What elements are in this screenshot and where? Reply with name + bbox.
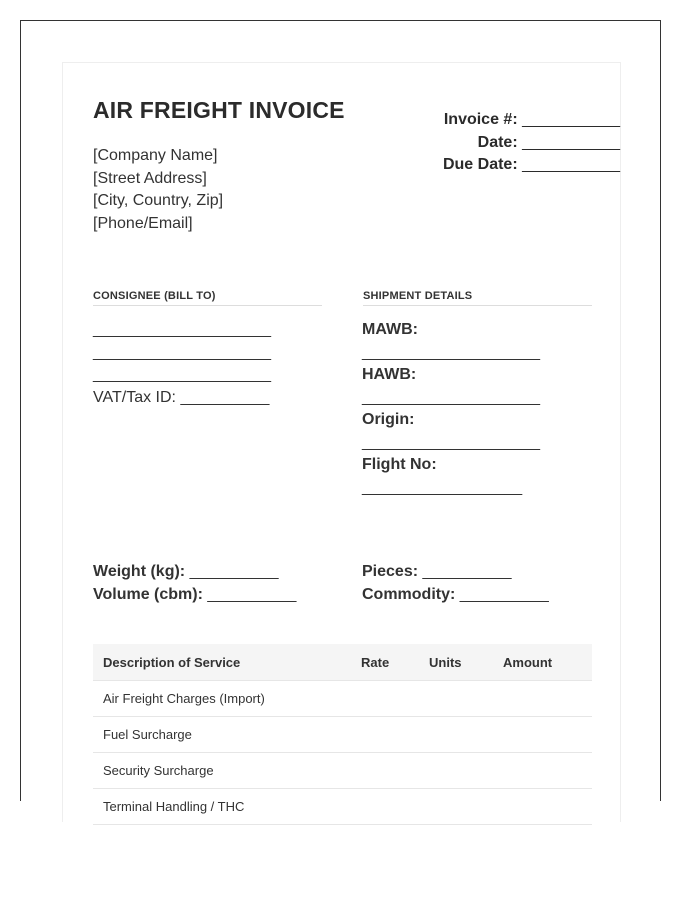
flight-no-label: Flight No: (362, 456, 437, 473)
company-city: [City, Country, Zip] (93, 192, 224, 209)
invoice-number-blank[interactable]: ___________ (522, 111, 620, 128)
consignee-line-1[interactable]: ____________________ (93, 321, 271, 338)
service-amount[interactable] (493, 717, 592, 753)
consignee-line-2[interactable]: ____________________ (93, 343, 271, 361)
company-street: [Street Address] (93, 169, 207, 187)
hawb-label: HAWB: (362, 366, 417, 383)
volume-field (93, 584, 296, 607)
consignee-block (93, 319, 271, 409)
due-date-blank[interactable]: ___________ (522, 156, 620, 173)
company-info (93, 145, 223, 235)
origin-blank[interactable]: ____________________ (362, 433, 540, 451)
col-rate-header: Rate (351, 644, 419, 681)
services-table (93, 644, 592, 825)
service-amount[interactable] (493, 753, 592, 789)
commodity-label: Commodity: (362, 585, 456, 603)
volume-blank[interactable]: __________ (207, 585, 297, 603)
invoice-number-label: Invoice #: (443, 111, 518, 128)
flight-no-blank[interactable]: __________________ (362, 478, 523, 496)
vat-field (93, 387, 271, 410)
volume-label: Volume (cbm): (93, 585, 203, 603)
vat-label: VAT/Tax ID: (93, 388, 176, 406)
shipment-block (362, 319, 540, 499)
col-units-header: Units (419, 644, 493, 681)
consignee-line-3[interactable]: ____________________ (93, 366, 271, 383)
service-units[interactable] (419, 789, 493, 825)
mawb-label: MAWB: (362, 321, 418, 338)
invoice-date-blank[interactable]: ___________ (522, 133, 620, 151)
service-description: Security Surcharge (93, 753, 351, 789)
invoice-date-label: Date: (477, 133, 518, 151)
service-description: Terminal Handling / THC (93, 789, 351, 825)
commodity-field (362, 584, 549, 607)
col-description-header: Description of Service (93, 644, 351, 681)
company-name: [Company Name] (93, 147, 218, 164)
consignee-heading: CONSIGNEE (BILL TO) (93, 290, 322, 306)
pieces-label: Pieces: (362, 563, 419, 580)
pieces-commodity-block (362, 561, 549, 606)
table-row (93, 717, 592, 753)
service-amount[interactable] (493, 789, 592, 825)
table-header-row (93, 644, 592, 681)
page-frame (20, 20, 661, 814)
due-date-field (420, 154, 620, 177)
invoice-title: AIR FREIGHT INVOICE (93, 97, 345, 123)
origin-label: Origin: (362, 411, 415, 428)
col-amount-header: Amount (493, 644, 592, 681)
mawb-blank[interactable]: ____________________ (362, 343, 540, 361)
table-row (93, 789, 592, 825)
vat-blank[interactable]: __________ (180, 388, 270, 406)
due-date-label: Due Date: (442, 156, 518, 173)
pieces-blank[interactable]: __________ (422, 563, 512, 580)
service-description: Air Freight Charges (Import) (93, 681, 351, 717)
invoice-date-field (420, 132, 620, 155)
service-units[interactable] (419, 681, 493, 717)
service-amount[interactable] (493, 681, 592, 717)
invoice-meta (420, 109, 620, 177)
weight-label: Weight (kg): (93, 563, 186, 580)
service-rate[interactable] (351, 789, 419, 825)
weight-blank[interactable]: __________ (189, 563, 279, 580)
service-description: Fuel Surcharge (93, 717, 351, 753)
service-rate[interactable] (351, 681, 419, 717)
invoice-number-field (420, 109, 620, 132)
service-rate[interactable] (351, 753, 419, 789)
shipment-heading: SHIPMENT DETAILS (363, 290, 592, 306)
table-row (93, 753, 592, 789)
table-row (93, 681, 592, 717)
weight-field (93, 561, 296, 584)
weight-volume-block (93, 561, 296, 606)
hawb-blank[interactable]: ____________________ (362, 388, 540, 406)
service-rate[interactable] (351, 717, 419, 753)
service-units[interactable] (419, 753, 493, 789)
commodity-blank[interactable]: __________ (459, 585, 549, 603)
invoice-sheet (62, 62, 621, 822)
pieces-field (362, 561, 549, 584)
service-units[interactable] (419, 717, 493, 753)
company-contact: [Phone/Email] (93, 214, 193, 232)
